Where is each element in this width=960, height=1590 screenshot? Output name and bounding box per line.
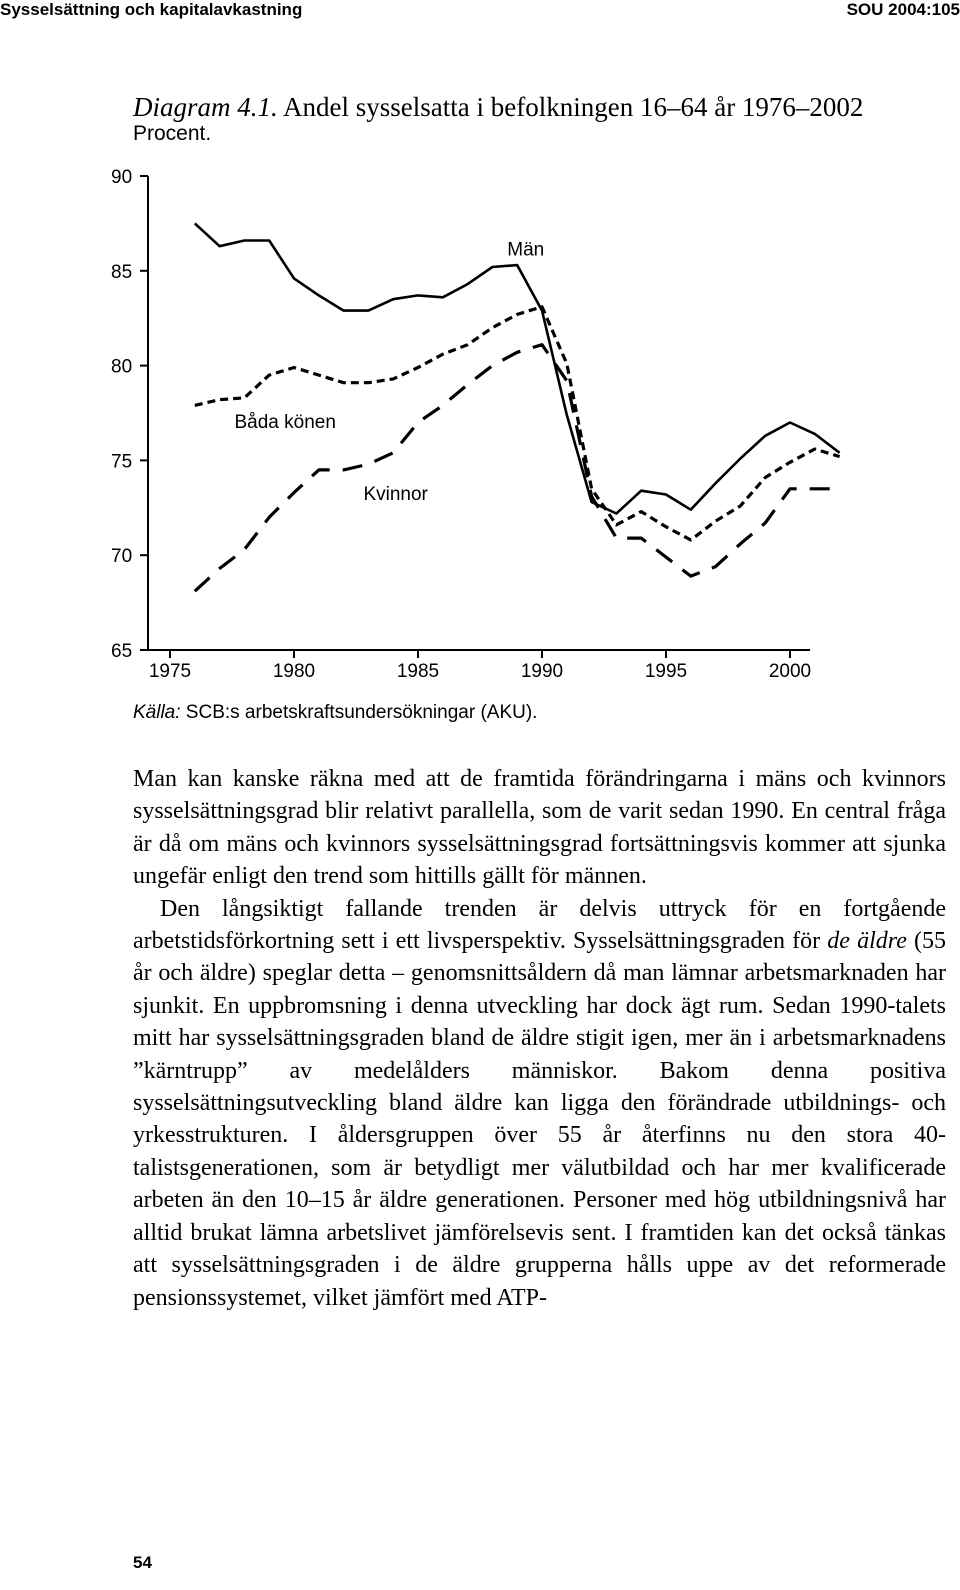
y-tick-label-90: 90 — [111, 167, 133, 188]
x-tick-label-1975: 1975 — [148, 661, 192, 682]
series-line-2 — [195, 345, 840, 592]
x-tick-label-1980: 1980 — [272, 661, 316, 682]
figure-caption-label: Diagram 4.1. — [133, 92, 278, 122]
body-paragraph-2 — [133, 893, 946, 1314]
page-number: 54 — [133, 1553, 152, 1572]
body-paragraph-2-start: Den långsiktigt fallande trenden är delvis uttryck för en fortgående arbetstidsförkortning sett i ett livsperspektiv. Sysselsättningsgraden för — [133, 895, 946, 955]
series-label-0: Män — [507, 239, 545, 261]
x-tick-label-1985: 1985 — [396, 661, 440, 682]
figure-source — [133, 702, 537, 724]
y-tick-label-80: 80 — [111, 356, 133, 378]
chart-series-lines — [195, 223, 840, 591]
series-label-2: Kvinnor — [363, 484, 428, 506]
header-publication-id: SOU 2004:105 — [846, 0, 960, 19]
y-tick-label-85: 85 — [111, 261, 133, 283]
figure-caption-text: Andel sysselsatta i befolkningen 16–64 år 1976–2002 — [277, 92, 864, 122]
running-header — [0, 0, 960, 30]
x-tick-label-1995: 1995 — [644, 661, 688, 682]
body-paragraph-1: Man kan kanske räkna med att de framtida förändringarna i mäns och kvinnors sysselsättningsgrad blir relativt parallella, som de varit sedan 1990. En central fråga är då om mäns och kvinnors sysselsättningsgrad fortsättningsvis kommer att sjunka ungefär enligt den trend som hittills gällt för männen. — [133, 766, 946, 890]
y-tick-label-65: 65 — [111, 641, 133, 662]
figure-source-label: Källa: — [133, 702, 181, 723]
x-tick-label-2000: 2000 — [768, 661, 812, 682]
figure-source-text: SCB:s arbetskraftsundersökningar (AKU). — [180, 702, 538, 723]
y-tick-label-75: 75 — [111, 451, 133, 473]
figure-unit-label: Procent. — [133, 122, 212, 145]
figure-caption — [133, 92, 863, 122]
body-paragraph-2-emphasis: de äldre — [827, 928, 907, 955]
body-paragraph-2-rest: (55 år och äldre) speglar detta – genomsnittsåldern då man lämnar arbetsmarknaden har sjunkit. En uppbromsning i denna utveckling har dock ägt rum. Sedan 1990-talets mitt har sysselsättningsgraden bland de äldre stigit igen, mer än i arbetsmarknadens ”kärntrupp” av medelålders människor. Bakom denna positiva sysselsättningsutveckling bland äldre kan ligga den förändrade utbildnings- och yrkesstrukturen. I åldersgruppen över 55 år återfinns nu den stora 40-talistsgenerationen, som är betydligt mer välutbildad och har mer kvalificerade arbeten än den 10–15 år äldre generationen. Personer med hög utbildningsnivå har alltid brukat lämna arbetslivet jämförelsevis sent. I framtiden kan det också tänkas att sysselsättningsgraden i de äldre grupperna hålls uppe av det reformerade pensionssystemet, vilket jämfört med ATP- — [133, 928, 946, 1311]
series-label-1: Båda könen — [234, 412, 336, 434]
header-section-title: Sysselsättning och kapitalavkastning — [0, 0, 303, 19]
body-text — [133, 763, 946, 1314]
y-tick-label-70: 70 — [111, 546, 133, 568]
x-tick-label-1990: 1990 — [520, 661, 564, 682]
employment-rate-line-chart — [0, 150, 960, 690]
